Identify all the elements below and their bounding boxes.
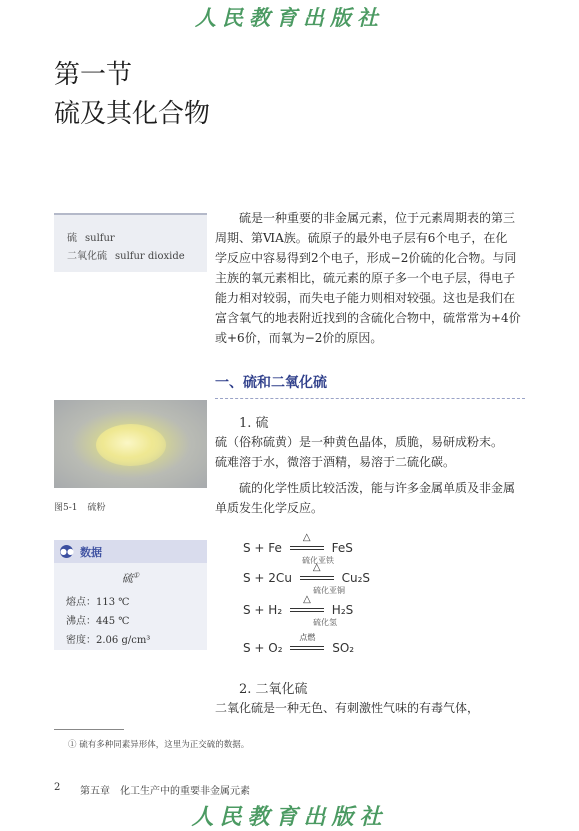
equation-reactants: S + 2Cu — [243, 571, 292, 585]
text-line: 能力相对较弱，而失电子能力则相对较强。这也是我们在 — [215, 291, 516, 305]
vocab-term-en: sulfur — [85, 233, 115, 244]
sulfur-powder-pile — [96, 424, 166, 466]
text-line: 主族的氧元素相比，硫元素的原子多一个电子层，得电子 — [215, 271, 516, 285]
reaction-arrow — [290, 633, 324, 656]
heat-condition-icon: △ — [312, 562, 321, 573]
text-line: 二氧化硫是一种无色、有刺激性气味的有毒气体， — [215, 701, 480, 715]
equation-s-o2 — [243, 633, 355, 662]
section-number: 第一节 — [54, 60, 133, 90]
product-name: 硫化亚铜 — [313, 586, 345, 595]
vocab-term-en: sulfur dioxide — [115, 251, 185, 262]
reaction-arrow — [290, 594, 324, 618]
ignition-condition: 点燃 — [299, 633, 316, 642]
publisher-logo: 人民教育出版社 — [195, 5, 384, 30]
text-line: 单质发生化学反应。 — [215, 501, 324, 515]
equation-product: H₂S — [331, 603, 354, 617]
sulfur-dioxide-heading: 2. 二氧化硫 — [239, 682, 308, 697]
reaction-arrow — [300, 562, 334, 586]
equation-reactants: S + H₂ — [243, 603, 283, 617]
data-sidebar — [54, 540, 207, 650]
product-name: 硫化氢 — [313, 618, 337, 627]
publisher-logo: 人民教育出版社 — [191, 804, 388, 830]
equation-product: Cu₂S — [341, 571, 370, 585]
text-line: 学反应中容易得到2个电子，形成−2价硫的化合物。与同 — [215, 251, 517, 265]
footnote-marker: ① — [132, 571, 140, 580]
chat-bubble-icon: ●● — [60, 547, 74, 556]
section-title: 硫及其化合物 — [54, 99, 211, 129]
figure-caption — [54, 500, 106, 513]
sulfur-powder-photo — [54, 400, 207, 488]
vocab-term-zh: 二氧化硫 — [67, 251, 107, 262]
sulfur-properties-paragraph — [215, 432, 525, 472]
subsection-divider — [215, 398, 525, 399]
text-line: 硫（俗称硫黄）是一种黄色晶体，质脆，易研成粉末。 — [215, 435, 504, 449]
equation-reactants: S + Fe — [243, 541, 282, 555]
vocab-item — [67, 229, 115, 244]
data-subject-name: 硫 — [121, 572, 133, 585]
data-sidebar-header — [54, 540, 207, 563]
footnote: ① 硫有多种同素异形体，这里为正交硫的数据。 — [68, 740, 250, 750]
page-number: 2 — [54, 782, 61, 793]
sulfur-chemistry-paragraph — [215, 478, 525, 518]
equation-reactants: S + O₂ — [243, 641, 283, 655]
equation-s-h2 — [243, 594, 354, 627]
heat-condition-icon: △ — [302, 532, 311, 543]
equation-s-cu — [243, 562, 370, 595]
sulfur-dioxide-paragraph — [215, 698, 525, 718]
heat-condition-icon: △ — [303, 594, 311, 605]
text-line: 硫是一种重要的非金属元素，位于元素周期表的第三 — [239, 211, 516, 225]
text-line: 硫难溶于水，微溶于酒精，易溶于二硫化碳。 — [215, 455, 456, 469]
equation-s-fe — [243, 532, 353, 565]
sulfur-heading: 1. 硫 — [239, 416, 269, 431]
vocab-item — [67, 247, 185, 262]
chapter-footer: 第五章 化工生产中的重要非金属元素 — [80, 786, 250, 797]
text-line: 周期、第ⅥA族。硫原子的最外电子层有6个电子，在化 — [215, 231, 508, 245]
figure-number: 图5-1 — [54, 503, 78, 513]
text-line: 或+6价，而氧为−2价的原因。 — [215, 331, 383, 345]
intro-paragraph — [215, 208, 525, 348]
density: 密度：2.06 g/cm³ — [66, 635, 151, 646]
data-sidebar-title: 数据 — [80, 546, 102, 559]
boiling-point: 沸点：445 ℃ — [66, 616, 130, 627]
reaction-arrow — [290, 532, 324, 556]
melting-point: 熔点：113 ℃ — [66, 597, 130, 608]
footnote-divider — [54, 729, 124, 730]
product-name: 硫化亚铁 — [302, 556, 334, 565]
text-line: 富含氧气的地表附近找到的含硫化合物中，硫常常为+4价 — [215, 311, 521, 325]
equation-product: SO₂ — [332, 641, 355, 655]
data-subject — [54, 570, 207, 586]
vocabulary-box — [54, 213, 207, 272]
subsection-title: 一、硫和二氧化硫 — [215, 375, 327, 391]
equation-product: FeS — [331, 541, 353, 555]
text-line: 硫的化学性质比较活泼，能与许多金属单质及非金属 — [239, 481, 516, 495]
figure-caption-text: 硫粉 — [87, 503, 106, 513]
vocab-term-zh: 硫 — [67, 233, 77, 244]
